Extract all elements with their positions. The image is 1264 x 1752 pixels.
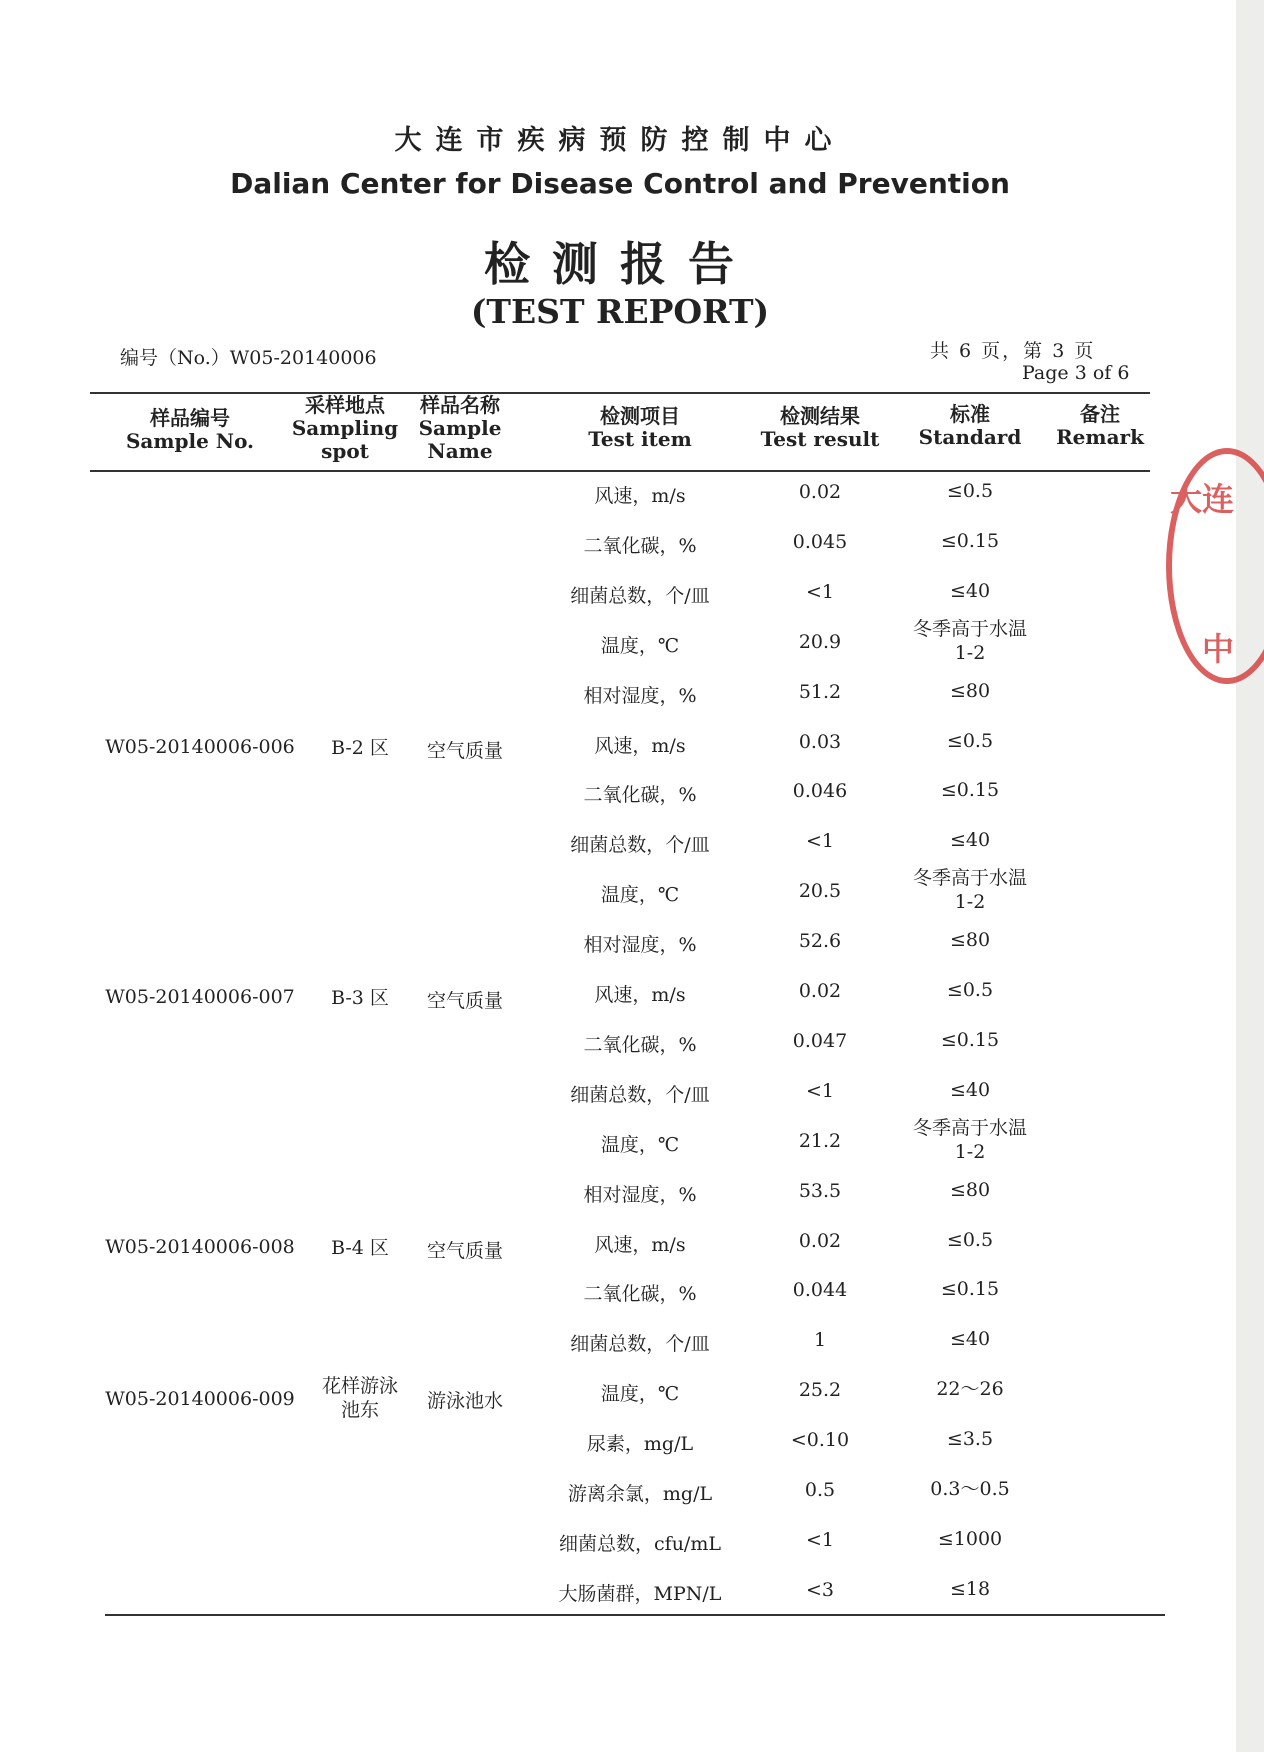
- sample-number: W05-20140006-008: [105, 1236, 295, 1258]
- standard-cell: ≤0.15: [940, 779, 1000, 801]
- standard-cell: ≤18: [949, 1578, 991, 1600]
- test-item-cell: 风速，m/s: [594, 485, 686, 507]
- sampling-spot: B-2 区: [331, 737, 389, 759]
- sampling-spot: B-3 区: [331, 987, 389, 1009]
- standard-cell: [890, 1116, 1050, 1164]
- standard-cell: ≤40: [949, 829, 991, 851]
- org-name-cn: 大连市疾病预防控制中心: [394, 125, 846, 156]
- test-result-cell: 0.5: [804, 1479, 836, 1501]
- header-test-result: 检测结果 Test result: [760, 404, 880, 451]
- test-item-cell: 尿素，mg/L: [586, 1433, 694, 1455]
- test-result-cell: 52.6: [798, 930, 842, 952]
- test-result-cell: 20.9: [798, 631, 842, 653]
- test-item-cell: 风速，m/s: [594, 735, 686, 757]
- test-item-cell: 二氧化碳，%: [583, 1283, 697, 1305]
- sample-name: 空气质量: [426, 1240, 503, 1262]
- test-result-cell: 0.046: [792, 780, 848, 802]
- sample-number: W05-20140006-009: [105, 1388, 295, 1410]
- test-result-cell: 0.047: [792, 1030, 848, 1052]
- test-result-cell: 0.02: [798, 980, 842, 1002]
- standard-cell: ≤40: [949, 580, 991, 602]
- standard-cell: ≤0.15: [940, 1278, 1000, 1300]
- test-result-cell: 0.044: [792, 1279, 848, 1301]
- test-item-cell: 温度，℃: [600, 1134, 680, 1156]
- report-number: 编号（No.）W05-20140006: [120, 347, 377, 369]
- test-result-cell: 0.02: [798, 481, 842, 503]
- standard-cell: ≤0.5: [946, 1229, 994, 1251]
- header-sample-name: 样品名称 Sample Name: [418, 393, 502, 463]
- standard-cell: ≤0.15: [940, 530, 1000, 552]
- header-sample-no: 样品编号 Sample No.: [125, 406, 255, 453]
- header-bottom-rule: [90, 470, 1150, 472]
- test-item-cell: 二氧化碳，%: [583, 784, 697, 806]
- seal-text: 大连: [1170, 480, 1235, 518]
- test-item-cell: 大肠菌群，MPN/L: [558, 1583, 722, 1605]
- sample-name: 空气质量: [426, 990, 503, 1012]
- test-item-cell: 相对湿度，%: [583, 1184, 697, 1206]
- header-standard: 标准 Standard: [918, 402, 1022, 449]
- standard-cell: 0.3～0.5: [930, 1478, 1010, 1500]
- standard-cell: ≤0.5: [946, 979, 994, 1001]
- standard-cell: ≤80: [949, 1179, 991, 1201]
- sample-number: W05-20140006-006: [105, 736, 295, 758]
- sample-number: W05-20140006-007: [105, 986, 295, 1008]
- report-title-en: (TEST REPORT): [470, 292, 770, 331]
- test-item-cell: 细菌总数，cfu/mL: [559, 1533, 721, 1555]
- standard-line: 1-2: [954, 1141, 986, 1163]
- test-item-cell: 温度，℃: [600, 1383, 680, 1405]
- test-result-cell: <1: [805, 830, 834, 852]
- standard-line: 冬季高于水温: [912, 1117, 1027, 1139]
- test-result-cell: 51.2: [798, 681, 842, 703]
- standard-cell: ≤80: [949, 680, 991, 702]
- test-item-cell: 温度，℃: [600, 884, 680, 906]
- test-result-cell: <1: [805, 1080, 834, 1102]
- standard-cell: [890, 617, 1050, 665]
- standard-line: 1-2: [954, 642, 986, 664]
- test-item-cell: 二氧化碳，%: [583, 535, 697, 557]
- report-title-cn: 检测报告: [484, 237, 756, 291]
- test-result-cell: 25.2: [798, 1379, 842, 1401]
- sampling-spot: B-4 区: [331, 1237, 389, 1259]
- test-item-cell: 细菌总数，个/皿: [570, 1084, 710, 1106]
- test-result-cell: 0.045: [792, 531, 848, 553]
- test-item-cell: 细菌总数，个/皿: [570, 1333, 710, 1355]
- test-result-cell: <3: [805, 1579, 834, 1601]
- header-sampling-spot: 采样地点 Sampling spot: [291, 393, 399, 463]
- test-item-cell: 细菌总数，个/皿: [570, 834, 710, 856]
- standard-cell: ≤40: [949, 1079, 991, 1101]
- standard-line: 冬季高于水温: [912, 618, 1027, 640]
- test-result-cell: 21.2: [798, 1130, 842, 1152]
- sample-name: 空气质量: [426, 740, 503, 762]
- test-item-cell: 二氧化碳，%: [583, 1034, 697, 1056]
- test-item-cell: 温度，℃: [600, 635, 680, 657]
- standard-cell: ≤0.5: [946, 480, 994, 502]
- test-result-cell: 53.5: [798, 1180, 842, 1202]
- page-edge-shadow: [1236, 0, 1264, 1752]
- seal-text: 中: [1202, 630, 1235, 668]
- test-item-cell: 细菌总数，个/皿: [570, 585, 710, 607]
- table-bottom-rule: [105, 1614, 1165, 1616]
- standard-cell: 22～26: [936, 1378, 1004, 1400]
- test-result-cell: 0.03: [798, 731, 842, 753]
- test-result-cell: 1: [813, 1329, 827, 1351]
- standard-cell: ≤0.5: [946, 730, 994, 752]
- standard-cell: ≤80: [949, 929, 991, 951]
- table-top-rule: [90, 392, 1150, 394]
- test-result-cell: <1: [805, 581, 834, 603]
- header-remark: 备注 Remark: [1056, 402, 1144, 449]
- test-item-cell: 风速，m/s: [594, 1234, 686, 1256]
- test-result-cell: <0.10: [790, 1429, 850, 1451]
- standard-cell: ≤40: [949, 1328, 991, 1350]
- test-result-cell: 0.02: [798, 1230, 842, 1252]
- standard-line: 冬季高于水温: [912, 867, 1027, 889]
- test-item-cell: 风速，m/s: [594, 984, 686, 1006]
- page-indicator-en: Page 3 of 6: [1022, 362, 1130, 384]
- test-result-cell: <1: [805, 1529, 834, 1551]
- org-name-en: Dalian Center for Disease Control and Prevention: [230, 167, 1010, 200]
- standard-cell: [890, 866, 1050, 914]
- test-item-cell: 游离余氯，mg/L: [567, 1483, 713, 1505]
- standard-line: 1-2: [954, 891, 986, 913]
- test-item-cell: 相对湿度，%: [583, 685, 697, 707]
- sample-name: 游泳池水: [426, 1390, 503, 1412]
- standard-cell: ≤1000: [937, 1528, 1003, 1550]
- sampling-spot: 花样游泳 池东: [321, 1375, 398, 1421]
- test-item-cell: 相对湿度，%: [583, 934, 697, 956]
- page-indicator-cn: 共 6 页，第 3 页: [930, 340, 1096, 362]
- header-test-item: 检测项目 Test item: [588, 404, 692, 451]
- standard-cell: ≤3.5: [946, 1428, 994, 1450]
- test-result-cell: 20.5: [798, 880, 842, 902]
- standard-cell: ≤0.15: [940, 1029, 1000, 1051]
